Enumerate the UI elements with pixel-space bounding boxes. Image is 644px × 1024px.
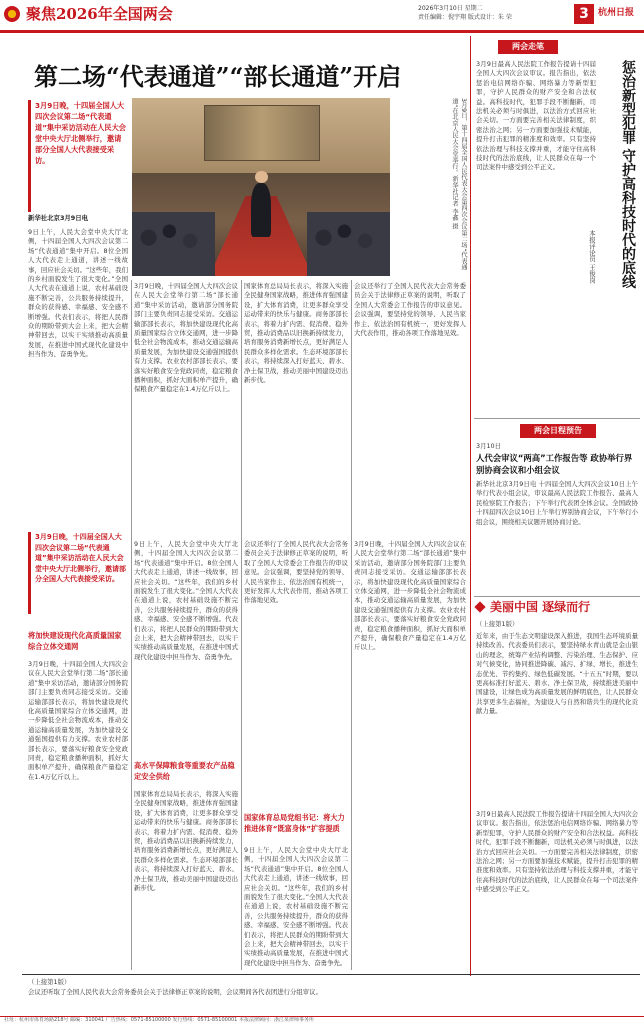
right-rule-2 bbox=[474, 596, 640, 597]
subhead-sports: 国家体育总局党组书记：将大力推进体育“既富身体”扩容提质 bbox=[244, 813, 345, 833]
subhead-agriculture: 高水平保障粮食等重要农产品稳定安全供给 bbox=[134, 761, 235, 781]
photo-mural bbox=[204, 105, 320, 160]
tag-schedule: 两会日程预告 bbox=[520, 424, 596, 438]
photo-crowd-right bbox=[307, 212, 390, 276]
photo-speaker bbox=[251, 183, 272, 236]
byline: 新华社北京3月9日电 bbox=[28, 214, 89, 222]
subhead-transport: 将加快建设现代化高质量国家综合立体交通网 bbox=[28, 631, 122, 651]
body-col-4: 会议还举行了全国人民代表大会常务委员会关于法律修正草案的说明，听取了全国人大常委会工作报告的审议意见。会议强调，要坚持党的领导、人民当家作主、依法治国有机统一，更好发挥人大代表作用，推动各项工作落地见效。 bbox=[354, 282, 466, 338]
footer-cont-text: 会议还听取了全国人民代表大会常务委员会关于法律修正草案的说明，会议期间各代表团进行分组审议。 bbox=[28, 988, 322, 996]
page-number-box bbox=[574, 4, 594, 24]
col-divider-1 bbox=[131, 280, 132, 970]
schedule-date: 3月10日 bbox=[476, 442, 501, 450]
footer-cont-note: （上接第1版） bbox=[28, 978, 71, 986]
col-divider-2 bbox=[241, 280, 242, 970]
body-col-3c: 9日上午，人民大会堂中央大厅北侧，十四届全国人大四次会议第二场“代表通道”集中开启。8位全国人大代表走上通道，讲述一线故事，回应社会关切。“这些年，我们的乡村面貌发生了很大变化。”全国人大代表在通道上说，农村基础设施不断完善，公共服务持续提升，群众的获得感、幸福感、安全感不断增强。代表们表示，将把人民群众的期盼带到大会上来，把大会精神带回去，以实干实绩推动高质量发展，在推进中国式现代化建设中担当作为、奋勇争先。 bbox=[244, 846, 348, 967]
schedule-title: 人代会审议“两高”工作报告等 政协举行界别协商会议和小组会议 bbox=[476, 453, 633, 475]
lead-box bbox=[28, 100, 128, 212]
body-col-1: 9日上午，人民大会堂中央大厅北侧，十四届全国人大四次会议第二场“代表通道”集中开启。8位全国人大代表走上通道，讲述一线故事，回应社会关切。“这些年，我们的乡村面貌发生了很大变化。”全国人大代表在通道上说，农村基础设施不断完善，公共服务持续提升，群众的获得感、幸福感、安全感不断增强。代表们表示，将把人民群众的期盼带到大会上来，把大会精神带回去，以实干实绩推动高质量发展，在推进中国式现代化建设中担当作为、奋勇争先。 bbox=[28, 228, 128, 359]
col-divider-3 bbox=[351, 280, 352, 970]
column-author: 本报评论员 王俊岗 bbox=[588, 230, 596, 284]
footer-rule bbox=[22, 974, 640, 975]
right-rule-1 bbox=[474, 418, 640, 419]
photo-speaker-head bbox=[255, 171, 268, 183]
header-ornament-icon bbox=[4, 6, 20, 22]
right-divider bbox=[470, 36, 471, 976]
feature-body-cont: 3月9日最高人民法院工作报告提请十四届全国人大四次会议审议。报告指出，依法惩治电信网络诈骗、网络暴力等新型犯罪，守护人民群众的财产安全和合法权益。高科技时代，犯罪手段不断翻新，司法机关必须与时俱进，以法治方式回应社会关切。一方面要完善相关法律制度，织密法治之网；另一方面要加强技术赋能，提升打击犯罪的精准度和效率。只有坚持依法治理与科技支撑并重，才能守住高科技时代的法治底线，让人民群众在每一个司法案件中感受到公平正义。 bbox=[476, 810, 638, 894]
body-col-4b: 3月9日晚，十四届全国人大四次会议在人民大会堂举行第二场“部长通道”集中采访活动，邀请部分国务院部门主要负责同志接受采访。交通运输部部长表示，将加快建设现代化高质量国家综合立体交通网，进一步降低全社会物流成本，推动交通运输高质量发展，为加快建设交通强国提供有力支撑。农业农村部部长表示，要落实好粮食安全党政同责，稳定粮食播种面积，抓好大面积单产提升，确保粮食产量稳定在1.4万亿斤以上。 bbox=[354, 540, 466, 652]
lead-text-2: 3月9日晚，十四届全国人大四次会议第二场“代表通道”集中采访活动在人民大会堂中央大厅北侧举行，邀请部分全国人大代表接受采访。 bbox=[35, 533, 126, 583]
editor-line: 责任编辑：倪宇翔 版式设计：朱 荣 bbox=[418, 14, 512, 21]
body-col-2c: 国家体育总局局长表示，将深入实施全民健身国家战略，推进体育强国建设，扩大体育消费，让更多群众享受运动带来的快乐与健康。商务部部长表示，将着力扩内需、促消费、稳外贸，推动消费品以旧换新持续发力，培育服务消费新增长点，更好满足人民群众多样化需求。生态环境部部长表示，将持续深入打好蓝天、碧水、净土保卫战，推动美丽中国建设迈出新步伐。 bbox=[134, 790, 238, 893]
brand-logo: 杭州日报 bbox=[598, 8, 635, 18]
column-title: 惩治新型犯罪 守护高科技时代的底线 bbox=[620, 60, 636, 289]
feature-title: 美丽中国 逐绿而行 bbox=[490, 600, 591, 614]
main-headline: 第二场“代表通道”“部长通道”开启 bbox=[34, 62, 402, 91]
date-line: 2026年3月10日 星期二 bbox=[418, 5, 483, 12]
page-number: 3 bbox=[579, 6, 589, 22]
tag-commentary: 两会走笔 bbox=[498, 40, 558, 54]
schedule-body: 新华社北京3月9日电 十四届全国人大四次会议10日上午举行代表小组会议，审议最高人民法院工作报告、最高人民检察院工作报告；下午举行代表团全体会议。全国政协十四届四次会议10日上午举行界别协商会议，下午举行小组会议，围绕相关议题开展协商讨论。 bbox=[476, 480, 638, 526]
lead-text: 3月9日晚，十四届全国人大四次会议第二场“代表通道”集中采访活动在人民大会堂中央大厅北侧举行，邀请部分全国人大代表接受采访。 bbox=[35, 101, 126, 165]
photo-caption: 3月9日，第十四届全国人民代表大会第四次会议第二场“代表通道”在北京人民大会堂举行。新华社记者 李鑫 摄 bbox=[451, 98, 467, 271]
lead-box-2 bbox=[28, 532, 128, 614]
body-col-2: 3月9日晚，十四届全国人大四次会议在人民大会堂举行第二场“部长通道”集中采访活动，邀请部分国务院部门主要负责同志接受采访。交通运输部部长表示，将加快建设现代化高质量国家综合立体交通网，进一步降低全社会物流成本，推动交通运输高质量发展，为加快建设交通强国提供有力支撑。农业农村部部长表示，要落实好粮食安全党政同责，稳定粮食播种面积，抓好大面积单产提升，确保粮食产量稳定在1.4万亿斤以上。 bbox=[134, 282, 238, 394]
feature-sub: （上接第1版） bbox=[476, 620, 519, 628]
feature-body: 近年来，由于生态文明建设深入推进，我国生态环境质量持续改善。代表委员们表示，要坚持绿水青山就是金山银山的理念，统筹产业结构调整、污染治理、生态保护、应对气候变化，协同推进降碳、减污、扩绿、增长，推进生态优先、节约集约、绿色低碳发展。“十五五”时期，要以更高标准打好蓝天、碧水、净土保卫战，持续推进美丽中国建设，让绿色成为高质量发展的鲜明底色，让人民群众共享更多生态福祉，为建设人与自然和谐共生的现代化贡献力量。 bbox=[476, 632, 638, 716]
footer-bottom-line: 社址：杭州市体育场路218号 邮编：310041 广告热线：0571-85100000 发行热线：0571-85100001 本报法律顾问：浙江某律师事务所 bbox=[4, 1017, 314, 1023]
body-col-3b: 会议还举行了全国人民代表大会常务委员会关于法律修正草案的说明，听取了全国人大常委会工作报告的审议意见。会议强调，要坚持党的领导、人民当家作主、依法治国有机统一，更好发挥人大代表作用，推动各项工作落地见效。 bbox=[244, 540, 348, 605]
header-rule bbox=[0, 30, 644, 33]
photo-crowd-left bbox=[132, 212, 215, 276]
column-body: 3月9日最高人民法院工作报告提请十四届全国人大四次会议审议。报告指出，依法惩治电信网络诈骗、网络暴力等新型犯罪，守护人民群众的财产安全和合法权益。高科技时代，犯罪手段不断翻新，司法机关必须与时俱进，以法治方式回应社会关切。一方面要完善相关法律制度，织密法治之网；另一方面要加强技术赋能，提升打击犯罪的精准度和效率。只有坚持依法治理与科技支撑并重，才能守住高科技时代的法治底线，让人民群众在每一个司法案件中感受到公平正义。 bbox=[476, 60, 596, 172]
page-header bbox=[0, 0, 644, 30]
section-title: 聚焦2026年全国两会 bbox=[26, 5, 173, 23]
news-photo bbox=[132, 98, 390, 276]
body-col-3: 国家体育总局局长表示，将深入实施全民健身国家战略，推进体育强国建设，扩大体育消费，让更多群众享受运动带来的快乐与健康。商务部部长表示，将着力扩内需、促消费、稳外贸，推动消费品以旧换新持续发力，培育服务消费新增长点，更好满足人民群众多样化需求。生态环境部部长表示，将持续深入打好蓝天、碧水、净土保卫战，推动美丽中国建设迈出新步伐。 bbox=[244, 282, 348, 385]
body-col-2b: 9日上午，人民大会堂中央大厅北侧，十四届全国人大四次会议第二场“代表通道”集中开启。8位全国人大代表走上通道，讲述一线故事，回应社会关切。“这些年，我们的乡村面貌发生了很大变化。”全国人大代表在通道上说，农村基础设施不断完善，公共服务持续提升，群众的获得感、幸福感、安全感不断增强。代表们表示，将把人民群众的期盼带到大会上来，把大会精神带回去，以实干实绩推动高质量发展，在推进中国式现代化建设中担当作为、奋勇争先。 bbox=[134, 540, 238, 661]
feature-ornament-icon bbox=[474, 601, 485, 612]
body-col-1b: 3月9日晚，十四届全国人大四次会议在人民大会堂举行第二场“部长通道”集中采访活动，邀请部分国务院部门主要负责同志接受采访。交通运输部部长表示，将加快建设现代化高质量国家综合立体交通网，进一步降低全社会物流成本，推动交通运输高质量发展，为加快建设交通强国提供有力支撑。农业农村部部长表示，要落实好粮食安全党政同责，稳定粮食播种面积，抓好大面积单产提升，确保粮食产量稳定在1.4万亿斤以上。 bbox=[28, 660, 128, 781]
